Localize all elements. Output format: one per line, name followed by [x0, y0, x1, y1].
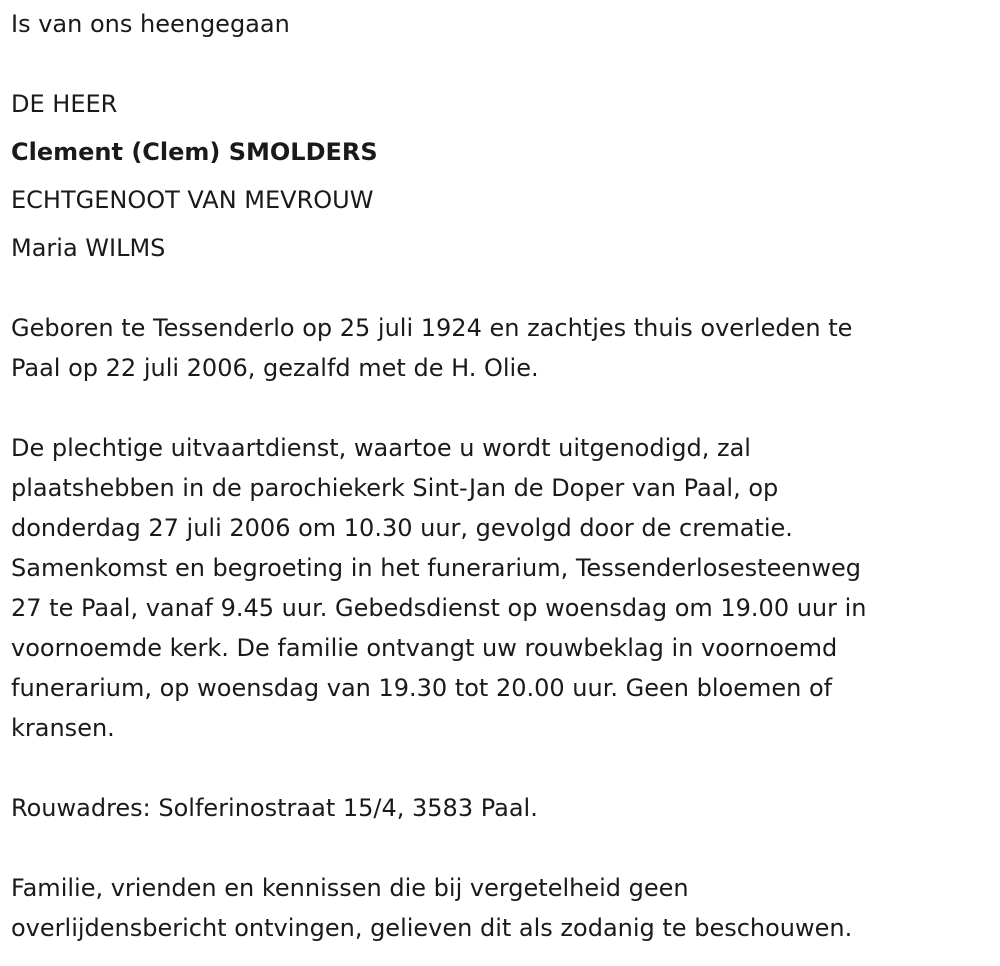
- closing-paragraph: [11, 868, 852, 948]
- paragraph-line: kransen.: [11, 714, 115, 742]
- deceased-name: Clement (Clem) SMOLDERS: [11, 138, 378, 166]
- title-text: DE HEER: [11, 90, 118, 118]
- paragraph-line: Paal op 22 juli 2006, gezalfd met de H. Olie.: [11, 354, 539, 382]
- birth-death-paragraph: [11, 308, 852, 388]
- paragraph-line: donderdag 27 juli 2006 om 10.30 uur, gevolgd door de crematie.: [11, 514, 793, 542]
- paragraph-line: 27 te Paal, vanaf 9.45 uur. Gebedsdienst op woensdag om 19.00 uur in: [11, 594, 867, 622]
- paragraph-line: Geboren te Tessenderlo op 25 juli 1924 en zachtjes thuis overleden te: [11, 314, 853, 342]
- paragraph-line: Samenkomst en begroeting in het funerarium, Tessenderlosesteenweg: [11, 554, 861, 582]
- paragraph-line: voornoemde kerk. De familie ontvangt uw rouwbeklag in voornoemd: [11, 634, 838, 662]
- spouse-name: Maria WILMS: [11, 234, 166, 262]
- paragraph-line: funerarium, op woensdag van 19.30 tot 20.00 uur. Geen bloemen of: [11, 674, 833, 702]
- service-paragraph: [11, 428, 867, 748]
- spouse-label: ECHTGENOOT VAN MEVROUW: [11, 186, 374, 214]
- paragraph-line: overlijdensbericht ontvingen, gelieven dit als zodanig te beschouwen.: [11, 914, 853, 942]
- intro-text: Is van ons heengegaan: [11, 10, 290, 38]
- paragraph-line: De plechtige uitvaartdienst, waartoe u wordt uitgenodigd, zal: [11, 434, 751, 462]
- paragraph-line: Familie, vrienden en kennissen die bij vergetelheid geen: [11, 874, 689, 902]
- address-text: Rouwadres: Solferinostraat 15/4, 3583 Paal.: [11, 794, 538, 822]
- paragraph-line: plaatshebben in de parochiekerk Sint-Jan de Doper van Paal, op: [11, 474, 779, 502]
